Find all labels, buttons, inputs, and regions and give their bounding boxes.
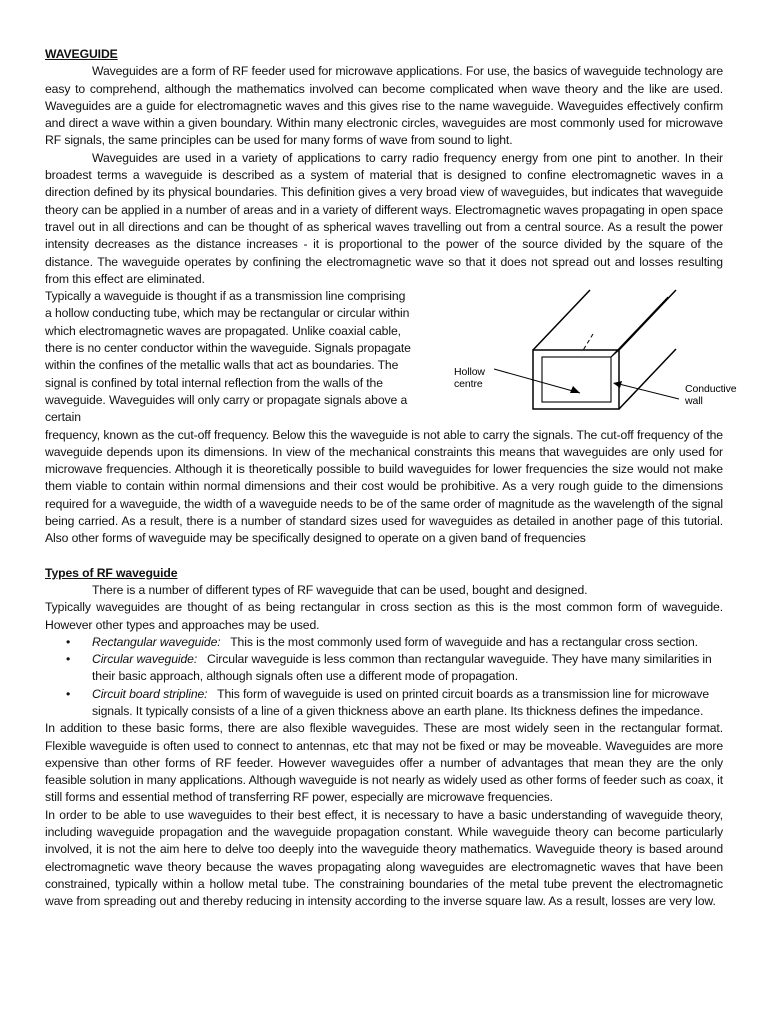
types-paragraph-2: Typically waveguides are thought of as being rectangular in cross section as this is the most common form of waveguide. However other types and approaches may be used. [45,600,723,632]
hollow-centre-label: Hollow [454,366,485,379]
list-item-term: Rectangular waveguide: [92,634,221,649]
waveguide-drawing [423,282,737,412]
section-heading-types: Types of RF waveguide [45,565,178,580]
page-title: WAVEGUIDE [45,47,118,61]
list-item [92,651,723,686]
list-item [92,686,723,721]
document-page [45,46,737,911]
intro-paragraph-3a: Typically a waveguide is thought if as a transmission line comprising a hollow conducting tube, which may be rectangular or circular within which electromagnetic waves are propagated. Unlike coaxial cable, there is no center conductor within the waveguide. Signals propagate within the confines of the metallic walls that act as boundaries. The signal is confined by total internal reflection from the walls of the waveguide. Waveguides will only carry or propagate signals above a certain [45,289,411,425]
list-item [92,634,723,651]
text-with-figure [45,288,737,426]
intro-paragraph-2: Waveguides are used in a variety of applications to carry radio frequency energy from one pint to another. In their broadest terms a waveguide is described as a system of material that is designed to confine electromagnetic waves in a direction defined by its physical boundaries. This definition gives a very broad view of waveguides, but indicates that waveguide theory can be applied in a number of areas and in a variety of different ways. Electromagnetic waves propagating in open space travel out in all directions and can be thought of as spherical waves travelling out from a central source. As a result the power intensity decreases as the distance increases - it is proportional to the power of the source divided by the square of the distance. The waveguide operates by confining the electromagnetic wave so that it does not spread out and losses resulting from this effect are eliminated. [45,150,723,286]
list-item-text: Circular waveguide is less common than rectangular waveguide. They have many similarities in their basic approach, although signals often use a different mode of propagation. [92,652,712,684]
intro-paragraph-1: Waveguides are a form of RF feeder used for microwave applications. For use, the basics of waveguide technology are easy to comprehend, although the mathematics involved can become complicated when wave theory and the like are used. Waveguides are a guide for electromagnetic waves and this gives rise to the name waveguide. Waveguides effectively confirm and direct a wave within a given boundary. Within many electronic circles, waveguides are most commonly used for microwave RF signals, the same principles can be used for many forms of wave from sound to light. [45,64,723,148]
list-item-term: Circuit board stripline: [92,686,208,701]
list-item-text: This form of waveguide is used on printed circuit boards as a transmission line for microwave signals. It typically consists of a line of a given thickness above an earth plane. Its thickness defines the impedance. [92,686,710,718]
conductive-wall-label: Conductive [685,383,737,396]
conductive-wall-label-2: wall [685,395,703,408]
types-paragraph-1: There is a number of different types of RF waveguide that can be used, bought and designed. [92,582,588,597]
list-item-term: Circular waveguide: [92,652,198,667]
intro-paragraph-3b: frequency, known as the cut-off frequency. Below this the waveguide is not able to carry the signals. The cut-off frequency of the waveguide depends upon its dimensions. In view of the mechanical constraints this means that waveguides are only used for microwave frequencies. Although it is theoretically possible to build waveguides for lower frequencies the size would not make them viable to contain within normal dimensions and their cost would be prohibitive. As a very rough guide to the dimensions required for a waveguide, the width of a waveguide needs to be of the same order of magnitude as the wavelength of the signal being carried. As a result, there is a number of standard sizes used for waveguides as detailed in another page of this tutorial. Also other forms of waveguide may be specifically designed to operate on a given band of frequencies [45,427,723,546]
waveguide-types-list [45,634,723,720]
waveguide-diagram [423,282,737,412]
types-paragraph-3: In addition to these basic forms, there are also flexible waveguides. These are most widely seen in the rectangular format. Flexible waveguide is often used to connect to antennas, etc that may not be fixed or may be moveable. Waveguides are more expensive than other forms of RF feeder. However waveguides offer a number of advantages that mean they are the only feasible solution in many applications. Although waveguide is not nearly as widely used as other forms of feeder such as coax, it still forms and essential method of transferring RF power, especially are microwave frequencies. [45,721,723,805]
types-paragraph-4: In order to be able to use waveguides to their best effect, it is necessary to have a basic understanding of waveguide theory, including waveguide propagation and the waveguide propagation constant. While waveguide theory can become particularly involved, it is not the aim here to delve too deeply into the waveguide theory mathematics. Waveguide theory is based around electromagnetic wave theory because the waves propagating along waveguides are electromagnetic waves that have been constrained, typically within a hollow metal tube. The constraining boundaries of the metal tube prevent the electromagnetic wave from spreading out and thereby reducing in intensity according to the inverse square law. As a result, losses are very low. [45,807,723,909]
list-item-text: This is the most commonly used form of waveguide and has a rectangular cross section. [230,634,698,649]
hollow-centre-label-2: centre [454,378,483,391]
